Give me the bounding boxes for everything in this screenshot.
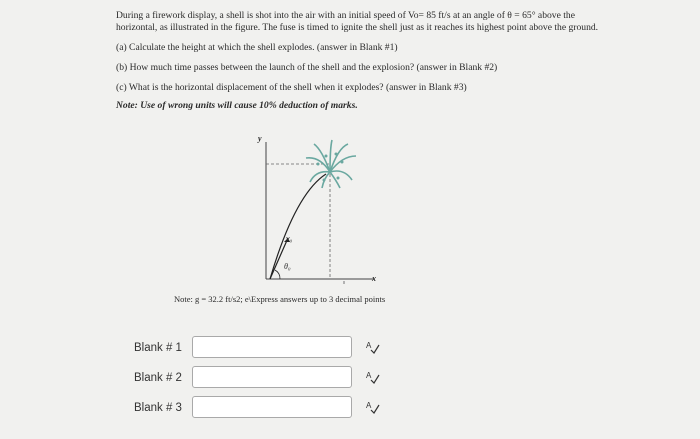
- blank-row-1: [134, 336, 394, 362]
- units-note: Note: Use of wrong units will cause 10% deduction of marks.: [116, 100, 358, 111]
- svg-text:A: A: [366, 371, 372, 380]
- trajectory-figure: [240, 134, 400, 284]
- blank-row-2: [134, 366, 394, 392]
- blank-row-3: [134, 396, 394, 422]
- figure-note: Note: g = 32.2 ft/s2; e\Express answers up to 3 decimal points: [174, 294, 386, 304]
- theta-label: θ₀: [284, 262, 291, 271]
- question-b: (b) How much time passes between the launch of the shell and the explosion? (answer in Blank #2): [116, 62, 498, 73]
- spellcheck-icon[interactable]: [366, 370, 380, 384]
- blank-label-1: Blank # 1: [134, 342, 182, 354]
- problem-intro: During a firework display, a shell is shot into the air with an initial speed of Vo= 85 ft/s at an angle of θ = 65° above the horizontal, as illustrated in the figure. The fuse is timed to ignite the shell just as it reaches its highest point above the ground.: [116, 10, 599, 33]
- spellcheck-icon[interactable]: [366, 340, 380, 354]
- blank-2-input[interactable]: [192, 366, 352, 388]
- blank-label-3: Blank # 3: [134, 402, 182, 414]
- problem-statement: [116, 10, 600, 112]
- shell-trajectory: [270, 174, 326, 279]
- trajectory-diagram: [240, 134, 400, 284]
- svg-text:A: A: [366, 341, 372, 350]
- x-axis-label: x: [372, 274, 376, 283]
- blank-label-2: Blank # 2: [134, 372, 182, 384]
- velocity-arrow: [270, 238, 288, 279]
- spellcheck-icon[interactable]: [366, 400, 380, 414]
- question-c: (c) What is the horizontal displacement of the shell when it explodes? (answer in Blank #3): [116, 82, 467, 93]
- v0-label: v₀: [286, 234, 293, 243]
- question-a: (a) Calculate the height at which the shell explodes. (answer in Blank #1): [116, 42, 398, 53]
- y-axis-label: y: [258, 134, 262, 143]
- angle-arc: [275, 270, 280, 279]
- blank-1-input[interactable]: [192, 336, 352, 358]
- blank-3-input[interactable]: [192, 396, 352, 418]
- svg-text:A: A: [366, 401, 372, 410]
